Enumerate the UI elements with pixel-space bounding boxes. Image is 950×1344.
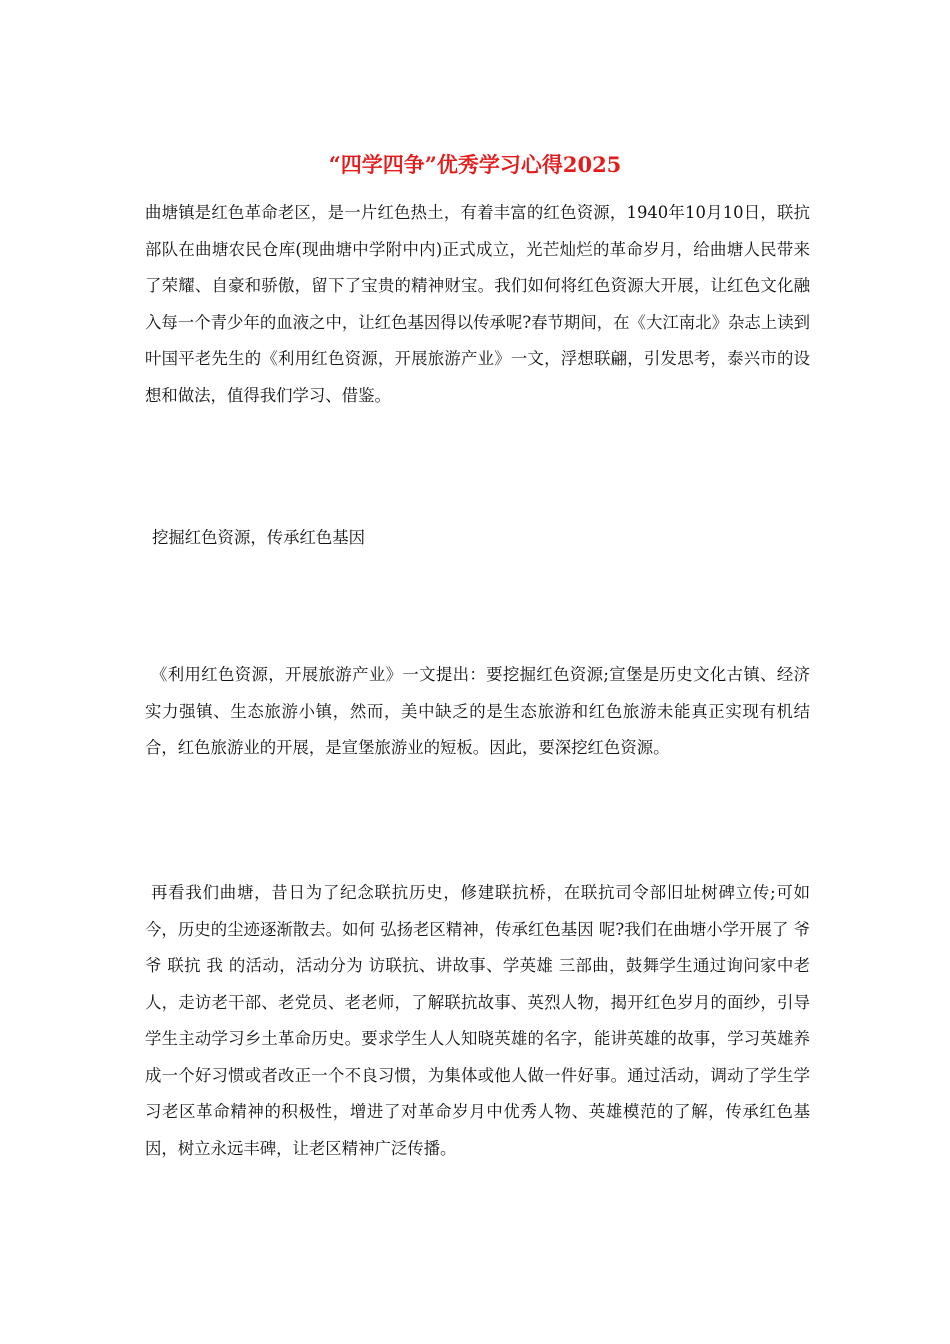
paragraph-school-activity: 再看我们曲塘，昔日为了纪念联抗历史，修建联抗桥，在联抗司令部旧址树碑立传;可如今，历史的尘迹逐渐散去。如何 弘扬老区精神，传承红色基因 呢?我们在曲塘小学开展了 爷爷 联抗 我 的活动，活动分为 访联抗、讲故事、学英雄 三部曲，鼓舞学生通过询问家中老人，走访老干部、老党员、老老师，了解联抗故事、英烈人物，揭开红色岁月的面纱，引导学生主动学习乡土革命历史。要求学生人人知晓英雄的名字，能讲英雄的故事，学习英雄养成一个好习惯或者改正一个不良习惯，为集体或他人做一件好事。通过活动，调动了学生学习老区革命精神的积极性，增进了对革命岁月中优秀人物、英雄模范的了解，传承红色基因，树立永远丰碑，让老区精神广泛传播。 [145,883,810,1158]
paragraph-intro: 曲塘镇是红色革命老区，是一片红色热土，有着丰富的红色资源，1940年10月10日，联抗部队在曲塘农民仓库(现曲塘中学附中内)正式成立，光芒灿烂的革命岁月，给曲塘人民带来了荣耀、自豪和骄傲，留下了宝贵的精神财宝。我们如何将红色资源大开展，让红色文化融入每一个青少年的血液之中，让红色基因得以传承呢?春节期间，在《大江南北》杂志上读到叶国平老先生的《利用红色资源，开展旅游产业》一文，浮想联翩，引发思考，泰兴市的设想和做法，值得我们学习、借鉴。 [145,203,810,405]
section-heading: 挖掘红色资源，传承红色基因 [152,528,366,547]
document-title: “四学四争”优秀学习心得2025 [328,152,622,177]
paragraph-article-summary: 《利用红色资源，开展旅游产业》一文提出：要挖掘红色资源;宣堡是历史文化古镇、经济实力强镇、生态旅游小镇，然而，美中缺乏的是生态旅游和红色旅游未能真正实现有机结合，红色旅游业的开展，是宣堡旅游业的短板。因此，要深挖红色资源。 [145,665,810,757]
